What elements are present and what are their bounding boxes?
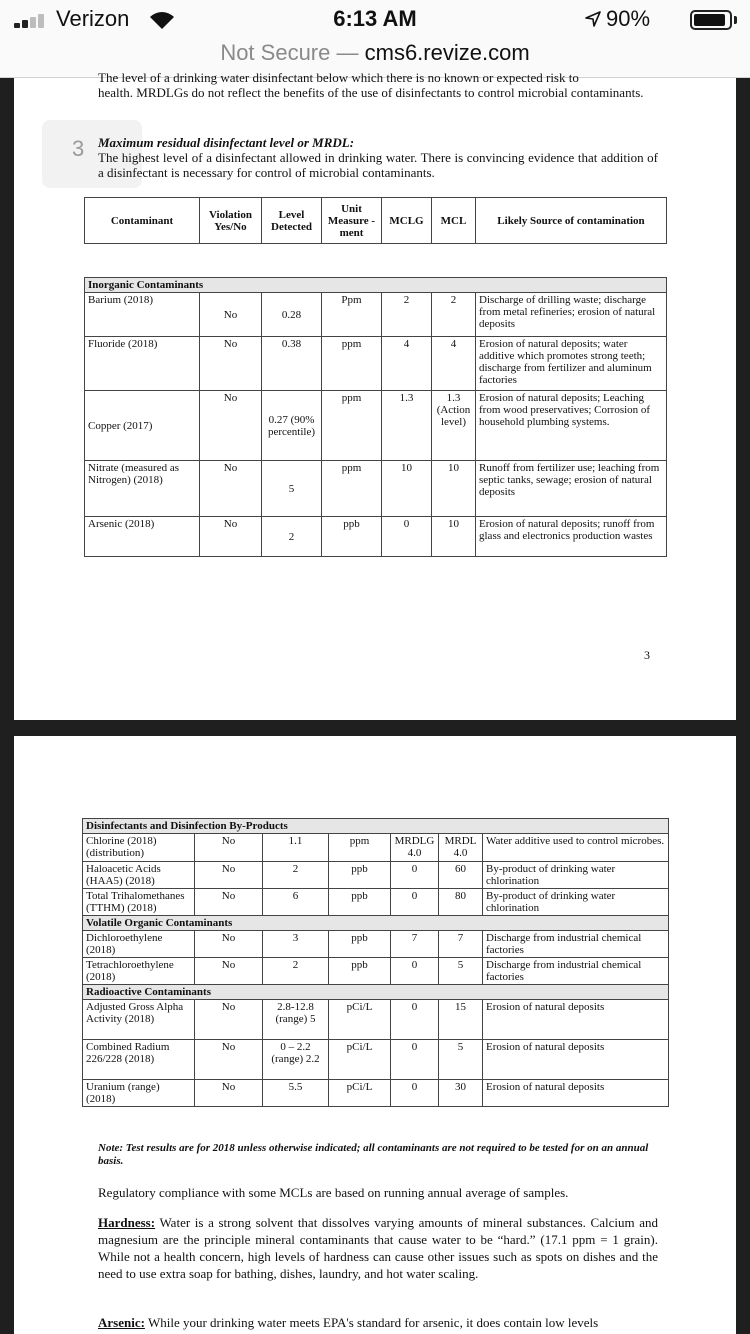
row-source: Erosion of natural deposits — [483, 1000, 669, 1040]
table-row — [83, 834, 669, 862]
row-unit: ppb — [329, 862, 391, 889]
row-mcl: 10 — [432, 461, 476, 517]
row-violation: No — [195, 958, 263, 985]
mrdlg-definition-end: health. MRDLGs do not reflect the benefits of the use of disinfectants to control microbial contaminants. — [98, 85, 644, 100]
row-name: Chlorine (2018) (distribution) — [83, 834, 195, 862]
row-mclg: 1.3 — [382, 391, 432, 461]
row-violation: No — [200, 293, 262, 337]
row-unit: ppm — [322, 337, 382, 391]
row-violation: No — [200, 461, 262, 517]
row-level: 1.1 — [263, 834, 329, 862]
row-name: Combined Radium 226/228 (2018) — [83, 1040, 195, 1080]
row-source: Discharge of drilling waste; discharge from metal refineries; erosion of natural deposits — [476, 293, 667, 337]
table-row — [83, 1040, 669, 1080]
url-bar[interactable] — [0, 40, 750, 66]
row-source: By-product of drinking water chlorination — [483, 862, 669, 889]
row-unit: ppb — [329, 931, 391, 958]
row-name: Arsenic (2018) — [85, 517, 200, 557]
table-row — [83, 1080, 669, 1107]
row-source: Discharge from industrial chemical factories — [483, 931, 669, 958]
table-row — [85, 461, 667, 517]
header-violation: Violation Yes/No — [200, 198, 262, 244]
row-mcl: 80 — [439, 889, 483, 916]
row-unit: ppb — [329, 958, 391, 985]
battery-nub — [734, 16, 737, 24]
page-indicator-number: 3 — [72, 136, 85, 161]
row-source: Runoff from fertilizer use; leaching from septic tanks, sewage; erosion of natural deposits — [476, 461, 667, 517]
row-violation: No — [200, 337, 262, 391]
row-mcl: 10 — [432, 517, 476, 557]
row-mclg: 4 — [382, 337, 432, 391]
row-level: 2 — [263, 862, 329, 889]
header-level: Level Detected — [262, 198, 322, 244]
row-level: 5.5 — [263, 1080, 329, 1107]
row-unit: ppm — [322, 461, 382, 517]
row-mclg: 0 — [391, 958, 439, 985]
row-level: 6 — [263, 889, 329, 916]
row-level: 0.38 — [262, 337, 322, 391]
row-name: Barium (2018) — [85, 293, 200, 337]
row-unit: ppb — [329, 889, 391, 916]
row-source: Water additive used to control microbes. — [483, 834, 669, 862]
row-violation: No — [200, 391, 262, 461]
row-source: Erosion of natural deposits — [483, 1040, 669, 1080]
row-name: Fluoride (2018) — [85, 337, 200, 391]
byproducts-table — [82, 818, 669, 1107]
row-name: Copper (2017) — [85, 391, 200, 461]
table-row — [83, 889, 669, 916]
row-mclg: 0 — [391, 1080, 439, 1107]
row-source: By-product of drinking water chlorination — [483, 889, 669, 916]
section-inorganic: Inorganic Contaminants — [85, 278, 667, 293]
arsenic-text: While your drinking water meets EPA's standard for arsenic, it does contain low levels — [144, 1315, 599, 1330]
row-violation: No — [195, 1000, 263, 1040]
hardness-label: Hardness: — [98, 1215, 156, 1230]
row-mcl: 15 — [439, 1000, 483, 1040]
row-unit: ppm — [329, 834, 391, 862]
row-violation: No — [195, 1080, 263, 1107]
row-mcl: MRDL 4.0 — [439, 834, 483, 862]
cut-off-line: The level of a drinking water disinfectant below which there is no known or expected risk to — [98, 70, 579, 85]
row-mclg: 0 — [391, 1000, 439, 1040]
location-arrow-icon — [584, 10, 602, 28]
contaminant-header-table — [84, 197, 667, 244]
table-row — [85, 391, 667, 461]
table-row — [85, 517, 667, 557]
row-violation: No — [195, 1040, 263, 1080]
inorganic-table — [84, 277, 667, 557]
row-mclg: 0 — [391, 1040, 439, 1080]
row-unit: ppb — [322, 517, 382, 557]
row-unit: pCi/L — [329, 1040, 391, 1080]
row-mclg: MRDLG 4.0 — [391, 834, 439, 862]
table-row — [83, 1000, 669, 1040]
row-level: 2 — [262, 517, 322, 557]
row-unit: pCi/L — [329, 1000, 391, 1040]
row-name: Total Trihalomethanes (TTHM) (2018) — [83, 889, 195, 916]
row-level: 0 – 2.2 (range) 2.2 — [263, 1040, 329, 1080]
table-row — [83, 958, 669, 985]
status-time: 6:13 AM — [333, 6, 417, 31]
header-mcl: MCL — [432, 198, 476, 244]
row-mcl: 60 — [439, 862, 483, 889]
row-unit: ppm — [322, 391, 382, 461]
table-row — [85, 293, 667, 337]
row-mclg: 10 — [382, 461, 432, 517]
hardness-text: Water is a strong solvent that dissolves varying amounts of mineral substances. Calcium and magnesium are the principle mineral contaminants that cause water to be “hard.” (17.1 ppm = 1 grain). While not a health concern, high levels of hardness can cause other issues such as spots on dishes and the need to use extra soap for bathing, dishes, laundry, and hot water scaling. — [98, 1215, 658, 1281]
battery-icon — [690, 10, 732, 30]
row-mclg: 7 — [391, 931, 439, 958]
arsenic-paragraph — [98, 1314, 658, 1331]
mrdl-term: Maximum residual disinfectant level or MRDL: — [98, 135, 355, 150]
row-level: 3 — [263, 931, 329, 958]
row-mclg: 0 — [382, 517, 432, 557]
section-disinfectants: Disinfectants and Disinfection By-Products — [83, 819, 669, 834]
browser-chrome — [0, 0, 750, 78]
header-source: Likely Source of contamination — [476, 198, 667, 244]
hardness-paragraph — [98, 1214, 658, 1282]
mrdl-definition: The highest level of a disinfectant allowed in drinking water. There is convincing evidence that addition of a disinfectant is necessary for control of microbial contaminants. — [98, 150, 658, 180]
row-name: Adjusted Gross Alpha Activity (2018) — [83, 1000, 195, 1040]
row-level: 2.8-12.8 (range) 5 — [263, 1000, 329, 1040]
arsenic-label: Arsenic: — [98, 1315, 145, 1330]
row-name: Uranium (range) (2018) — [83, 1080, 195, 1107]
header-contaminant: Contaminant — [85, 198, 200, 244]
document-page-1 — [14, 70, 736, 720]
row-unit: pCi/L — [329, 1080, 391, 1107]
section-radioactive: Radioactive Contaminants — [83, 985, 669, 1000]
row-unit: Ppm — [322, 293, 382, 337]
row-name: Haloacetic Acids (HAA5) (2018) — [83, 862, 195, 889]
header-unit: Unit Measure -ment — [322, 198, 382, 244]
security-label: Not Secure — [220, 40, 331, 65]
row-name: Nitrate (measured as Nitrogen) (2018) — [85, 461, 200, 517]
document-page-2 — [14, 736, 736, 1334]
row-mcl: 2 — [432, 293, 476, 337]
row-mcl: 30 — [439, 1080, 483, 1107]
header-mclg: MCLG — [382, 198, 432, 244]
row-level: 2 — [263, 958, 329, 985]
row-violation: No — [195, 889, 263, 916]
row-source: Erosion of natural deposits; runoff from glass and electronics production wastes — [476, 517, 667, 557]
section-voc: Volatile Organic Contaminants — [83, 916, 669, 931]
battery-percent: 90% — [606, 6, 651, 31]
row-mcl: 4 — [432, 337, 476, 391]
row-source: Erosion of natural deposits — [483, 1080, 669, 1107]
table-row — [85, 337, 667, 391]
compliance-paragraph: Regulatory compliance with some MCLs are based on running annual average of samples. — [98, 1185, 569, 1200]
row-name: Dichloroethylene (2018) — [83, 931, 195, 958]
url-separator: — — [336, 40, 359, 65]
table-row — [83, 931, 669, 958]
row-violation: No — [195, 931, 263, 958]
row-mclg: 0 — [391, 889, 439, 916]
row-mcl: 1.3 (Action level) — [432, 391, 476, 461]
row-violation: No — [200, 517, 262, 557]
row-source: Discharge from industrial chemical factories — [483, 958, 669, 985]
carrier-name: Verizon — [56, 6, 130, 31]
row-violation: No — [195, 862, 263, 889]
page-number: 3 — [644, 648, 650, 662]
battery-fill — [694, 14, 725, 26]
row-source: Erosion of natural deposits; Leaching from wood preservatives; Corrosion of household plumbing systems. — [476, 391, 667, 461]
url-host: cms6.revize.com — [364, 40, 530, 65]
row-level: 5 — [262, 461, 322, 517]
row-mcl: 5 — [439, 958, 483, 985]
row-name: Tetrachloroethylene (2018) — [83, 958, 195, 985]
row-violation: No — [195, 834, 263, 862]
table-row — [83, 862, 669, 889]
row-mclg: 0 — [391, 862, 439, 889]
row-level: 0.27 (90% percentile) — [262, 391, 322, 461]
row-mcl: 5 — [439, 1040, 483, 1080]
test-results-note: Note: Test results are for 2018 unless otherwise indicated; all contaminants are not required to be tested for on an annual basis. — [98, 1142, 649, 1167]
row-mclg: 2 — [382, 293, 432, 337]
row-source: Erosion of natural deposits; water additive which promotes strong teeth; discharge from fertilizer and aluminum factories — [476, 337, 667, 391]
row-mcl: 7 — [439, 931, 483, 958]
row-level: 0.28 — [262, 293, 322, 337]
